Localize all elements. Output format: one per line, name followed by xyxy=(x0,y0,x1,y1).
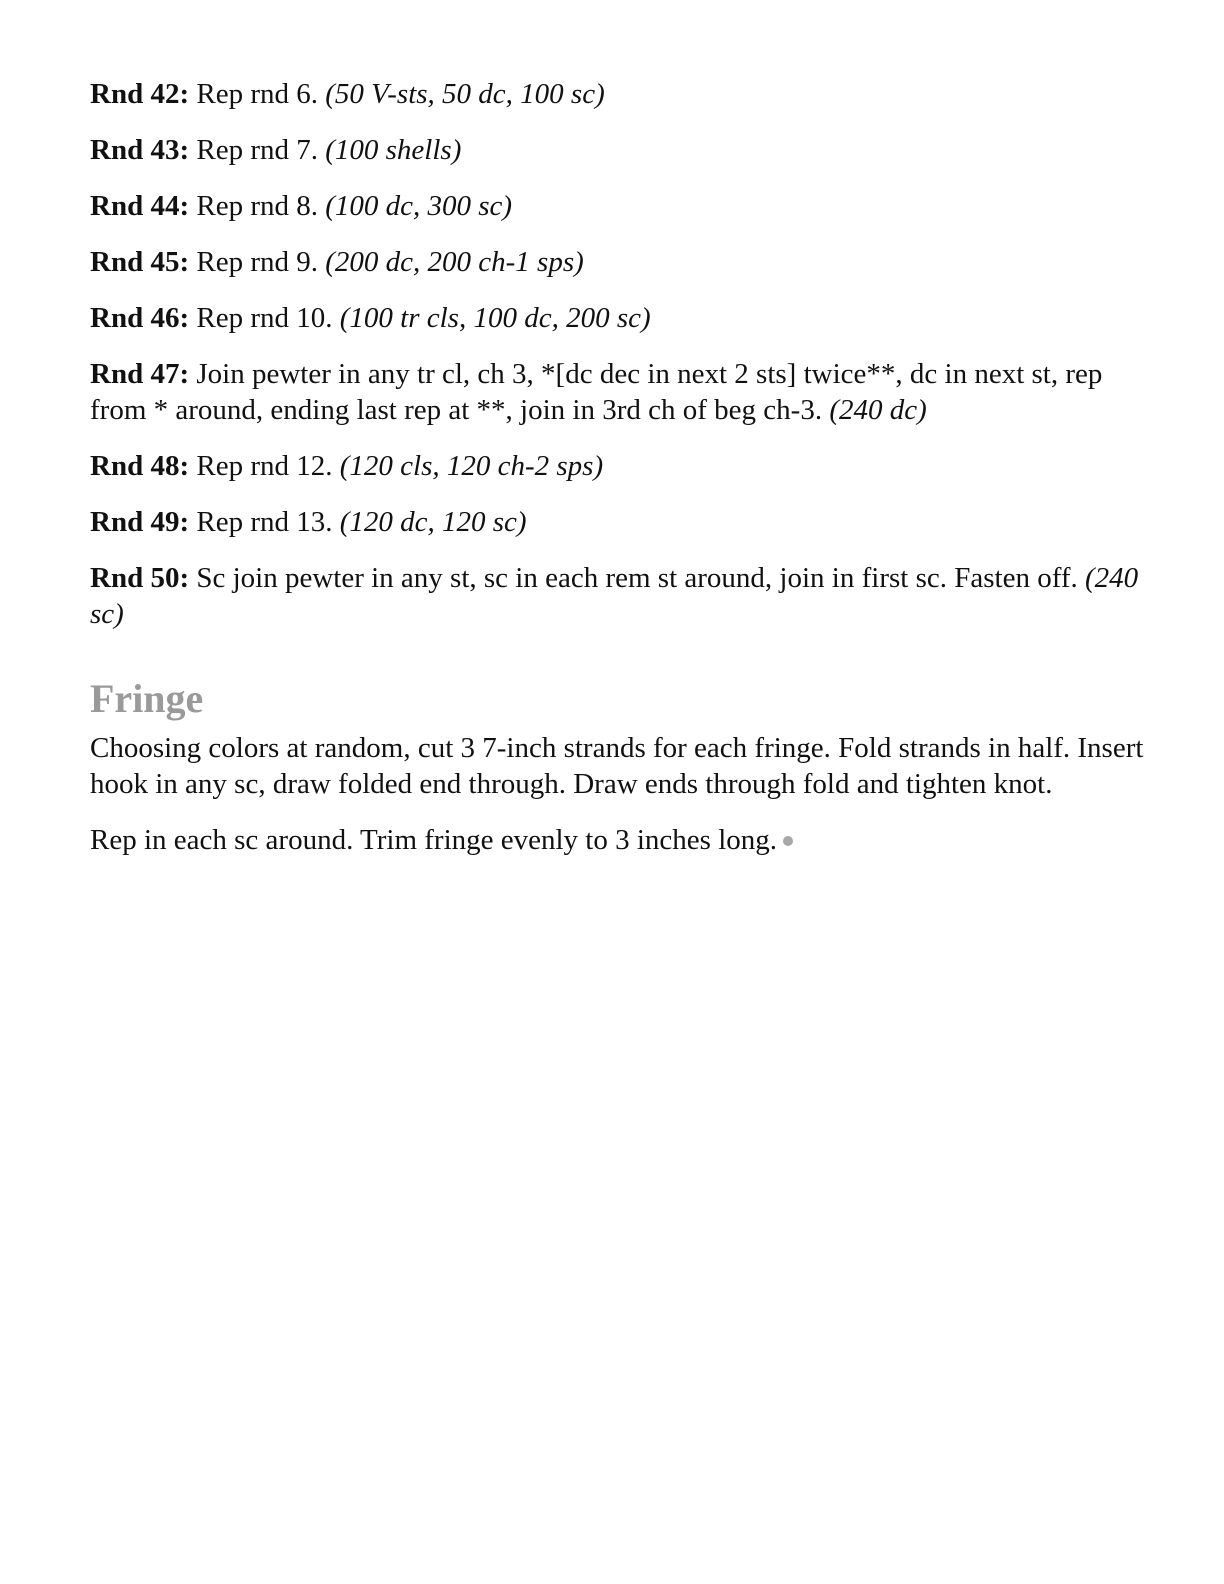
round-label: Rnd 42: xyxy=(90,78,190,110)
stitch-count: (120 dc, 120 sc) xyxy=(339,506,527,538)
round-44 xyxy=(90,188,1150,224)
stitch-count: (240 sc) xyxy=(90,562,1139,630)
end-of-pattern-dot-icon xyxy=(783,836,793,846)
stitch-count: (100 shells) xyxy=(325,134,462,166)
round-label: Rnd 46: xyxy=(90,302,190,334)
round-instruction: Rep rnd 12. xyxy=(189,450,340,482)
round-instruction: Sc join pewter in any st, sc in each rem st around, join in first sc. Fasten off. xyxy=(189,562,1085,594)
round-label: Rnd 50: xyxy=(90,562,190,594)
fringe-heading: Fringe xyxy=(90,676,204,721)
stitch-count: (50 V-sts, 50 dc, 100 sc) xyxy=(325,78,605,110)
round-50 xyxy=(90,560,1150,632)
round-instruction: Rep rnd 8. xyxy=(189,190,326,222)
stitch-count: (200 dc, 200 ch-1 sps) xyxy=(325,246,584,278)
round-49 xyxy=(90,504,1150,540)
stitch-count: (100 dc, 300 sc) xyxy=(325,190,513,222)
round-label: Rnd 43: xyxy=(90,134,190,166)
page-content xyxy=(90,76,1150,878)
round-45 xyxy=(90,244,1150,280)
round-label: Rnd 44: xyxy=(90,190,190,222)
round-46 xyxy=(90,300,1150,336)
fringe-paragraph-1: Choosing colors at random, cut 3 7-inch strands for each fringe. Fold strands in half. Insert hook in any sc, draw folded end through. Draw ends through fold and tighten knot. xyxy=(90,732,1144,800)
round-instruction: Rep rnd 6. xyxy=(189,78,326,110)
stitch-count: (120 cls, 120 ch-2 sps) xyxy=(339,450,604,482)
stitch-count: (100 tr cls, 100 dc, 200 sc) xyxy=(339,302,651,334)
round-instruction: Rep rnd 7. xyxy=(189,134,326,166)
fringe-paragraph-2 xyxy=(90,822,1150,858)
round-47 xyxy=(90,356,1150,428)
fringe-paragraph-2-text: Rep in each sc around. Trim fringe evenly to 3 inches long. xyxy=(90,824,778,856)
stitch-count: (240 dc) xyxy=(829,394,927,426)
round-48 xyxy=(90,448,1150,484)
round-instruction: Rep rnd 13. xyxy=(189,506,340,538)
round-42 xyxy=(90,76,1150,112)
round-43 xyxy=(90,132,1150,168)
round-instruction: Rep rnd 10. xyxy=(189,302,340,334)
round-label: Rnd 48: xyxy=(90,450,190,482)
round-label: Rnd 45: xyxy=(90,246,190,278)
round-label: Rnd 47: xyxy=(90,358,190,390)
round-instruction: Join pewter in any tr cl, ch 3, *[dc dec in next 2 sts] twice**, dc in next st, rep from * around, ending last rep at **, join in 3rd ch of beg ch-3. xyxy=(90,358,1103,426)
round-instruction: Rep rnd 9. xyxy=(189,246,326,278)
round-label: Rnd 49: xyxy=(90,506,190,538)
